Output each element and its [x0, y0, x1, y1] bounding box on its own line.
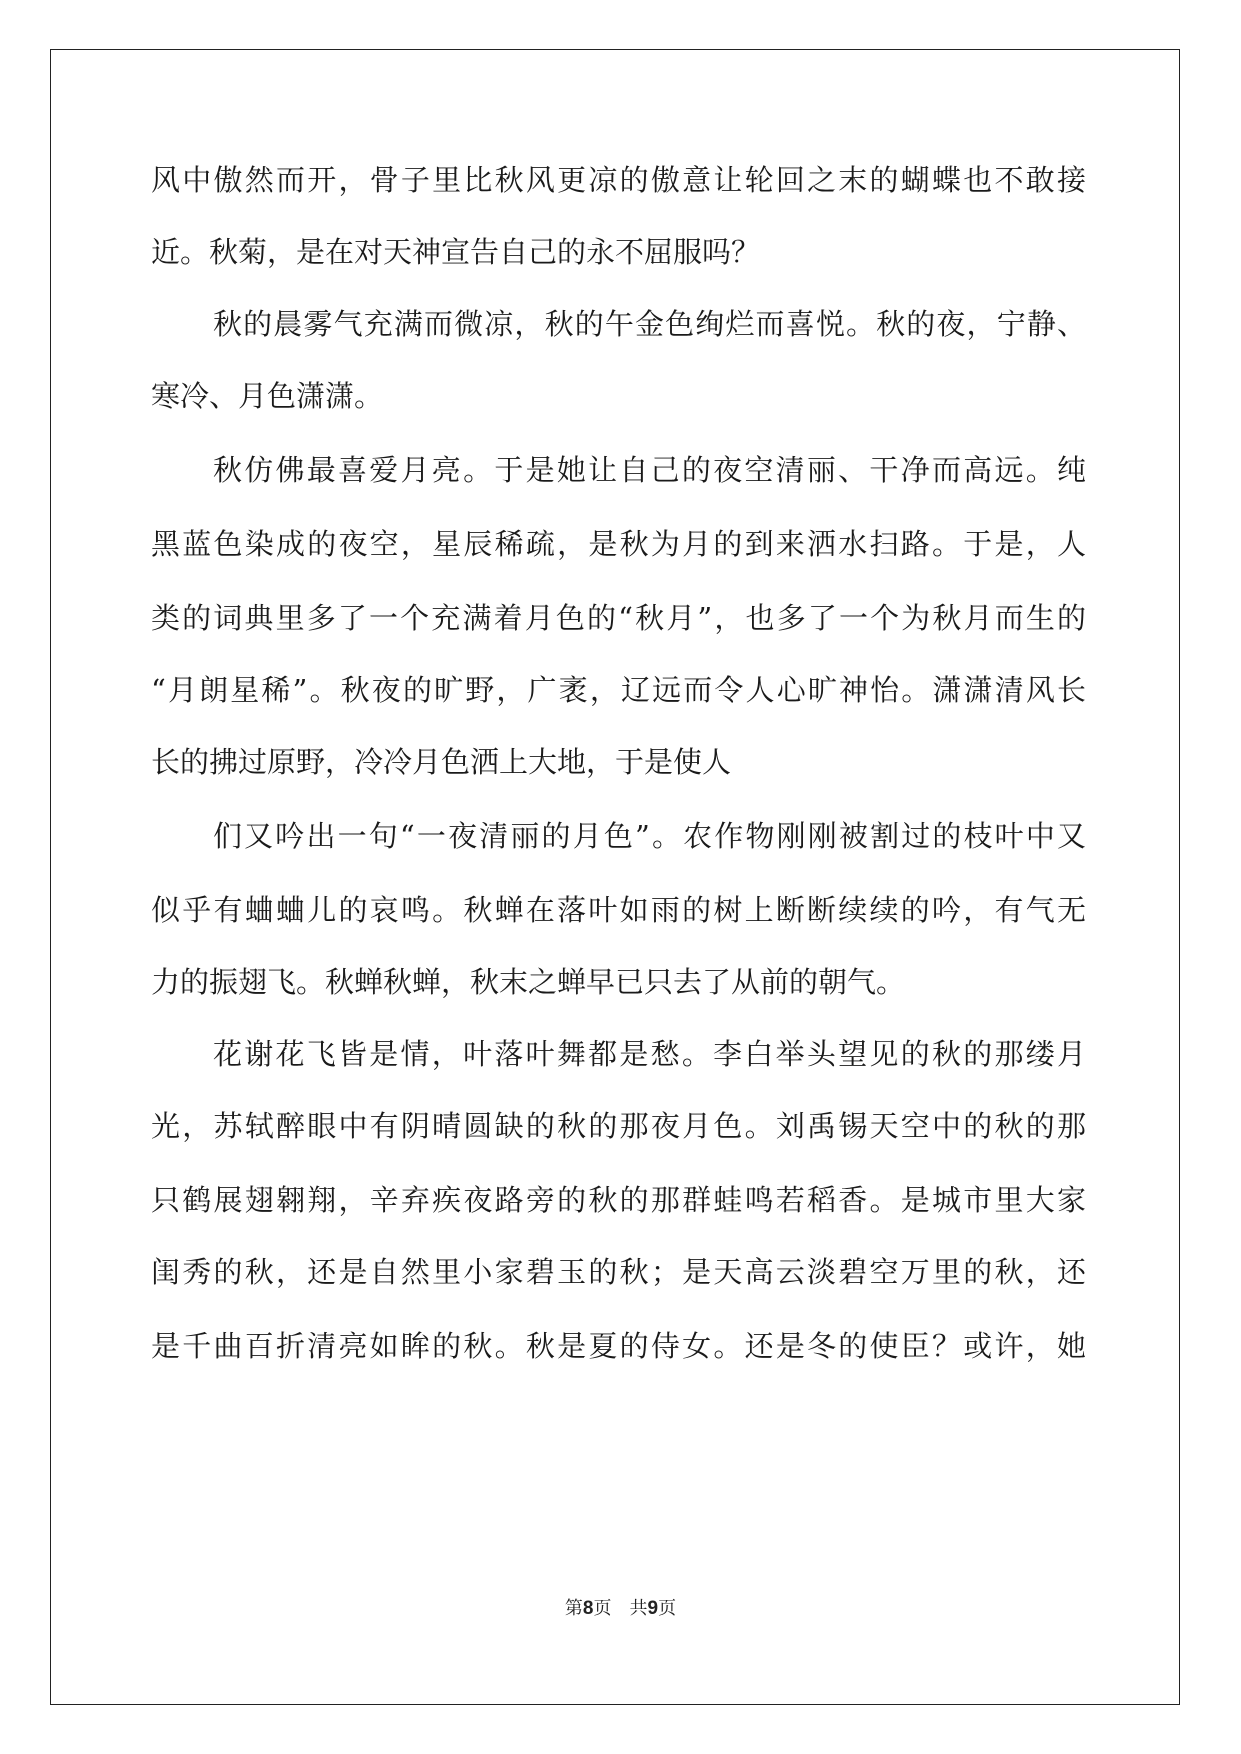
text-line: 近。秋菊，是在对天神宣告自己的永不屈服吗？	[151, 235, 761, 269]
text-line: 光，苏轼醉眼中有阴晴圆缺的秋的那夜月色。刘禹锡天空中的秋的那	[151, 1109, 1086, 1143]
text-line: 黑蓝色染成的夜空，星辰稀疏，是秋为月的到来洒水扫路。于是，人	[151, 527, 1086, 561]
text-line: 长的拂过原野，冷冷月色洒上大地，于是使人	[151, 745, 732, 779]
total-unit: 页	[658, 1598, 677, 1619]
text-line: 们又吟出一句“一夜清丽的月色”。农作物刚刚被割过的枝叶中又	[213, 819, 1086, 853]
page-unit: 页	[593, 1598, 612, 1619]
text-line: 秋仿佛最喜爱月亮。于是她让自己的夜空清丽、干净而高远。纯	[213, 453, 1086, 487]
page-number-footer	[0, 1594, 1241, 1620]
text-line: 是千曲百折清亮如眸的秋。秋是夏的侍女。还是冬的使臣？或许，她	[151, 1329, 1086, 1363]
page-prefix: 第	[564, 1598, 583, 1619]
text-line: 风中傲然而开，骨子里比秋风更凉的傲意让轮回之末的蝴蝶也不敢接	[151, 163, 1086, 197]
text-line: 类的词典里多了一个充满着月色的“秋月”，也多了一个为秋月而生的	[151, 601, 1086, 635]
text-line: 只鹤展翅翱翔，辛弃疾夜路旁的秋的那群蛙鸣若稻香。是城市里大家	[151, 1183, 1086, 1217]
text-line: 花谢花飞皆是情，叶落叶舞都是愁。李白举头望见的秋的那缕月	[213, 1037, 1086, 1071]
text-line: “月朗星稀”。秋夜的旷野，广袤，辽远而令人心旷神怡。潇潇清风长	[151, 673, 1086, 707]
text-line: 力的振翅飞。秋蝉秋蝉，秋末之蝉早已只去了从前的朝气。	[151, 965, 906, 999]
text-line: 秋的晨雾气充满而微凉，秋的午金色绚烂而喜悦。秋的夜，宁静、	[213, 307, 1086, 341]
total-prefix: 共	[629, 1598, 648, 1619]
text-line: 闺秀的秋，还是自然里小家碧玉的秋；是天高云淡碧空万里的秋，还	[151, 1255, 1086, 1289]
text-line: 似乎有蛐蛐儿的哀鸣。秋蝉在落叶如雨的树上断断续续的吟，有气无	[151, 893, 1086, 927]
current-page-number: 8	[582, 1598, 594, 1619]
text-line: 寒冷、月色潇潇。	[151, 379, 384, 413]
total-page-count: 9	[647, 1598, 659, 1619]
page-border	[50, 49, 1180, 1705]
